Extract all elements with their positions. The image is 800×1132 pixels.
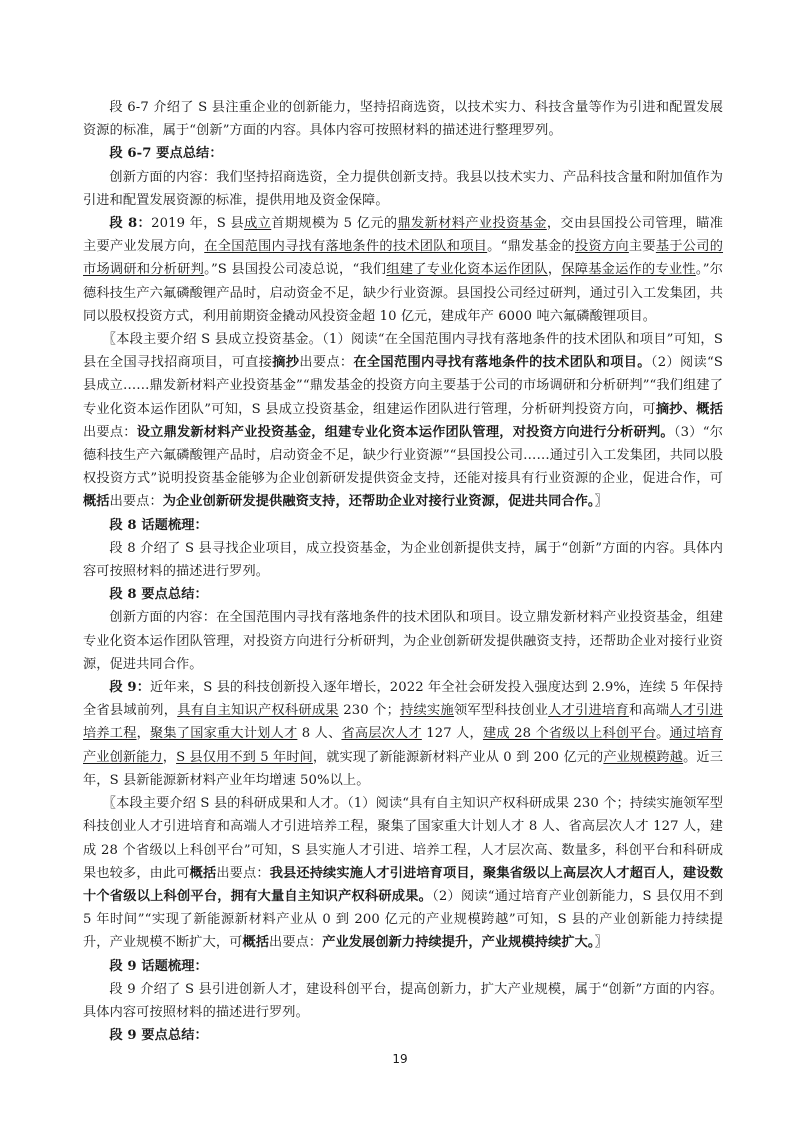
text: （3）“尔德科技生产六氟磷酸锂产品时，启动资金不足，缺少行业资源”“县国投公司……通过引入工发集团，共同以股权投资方式”说明投资基金能够为企业创新研发提供资金支持，还能对接具有行业资源的企业，促进合作，可 (83, 424, 723, 487)
method-keyword: 概括 (189, 865, 217, 881)
underlined-text: 鼎发新材料产业投资基金 (397, 216, 547, 232)
text: 。 (656, 726, 670, 742)
page-number: 19 (392, 1052, 408, 1066)
text: 〖本段主要介绍 S 县成立投资基金。（1）阅读“在全国范围内寻找有落地条件的技术团队和项目”可知，S 县在全国寻找招商项目，可直接 (83, 332, 723, 371)
underlined-text: 产业规模跨越 (603, 749, 684, 765)
text: 出要点： (269, 935, 323, 951)
key-point: 产业发展创新力持续提升，产业规模持续扩大。 (322, 935, 595, 951)
text: ，就实现了新能源新材料产业从 0 到 200 亿元的 (312, 749, 604, 765)
underlined-text: 聚集了国家重大计划人才 (150, 726, 298, 742)
text: 127 人， (421, 726, 483, 742)
text: 首期规模为 5 亿元的 (271, 216, 398, 232)
key-point: 我县还持续实施人才引进培育项目，聚集省级以上高层次人才超百人，建设数十个省级以上科创平台，拥有大量自主知识产权科研成果。 (83, 865, 723, 904)
method-keyword: 摘抄 (272, 355, 300, 371)
text: 2019 年，S 县 (151, 216, 245, 232)
text: ， (547, 262, 562, 278)
topic-heading-8: 段 8 话题梳理： (109, 517, 208, 533)
topic-paragraph-9: 段 9 介绍了 S 县引进创新人才，建设科创平台，提高创新力，扩大产业规模，属于“创新”方面的内容。具体内容可按照材料的描述进行罗列。 (83, 981, 723, 1020)
topic-paragraph-8: 段 8 介绍了 S 县寻找企业项目，成立投资基金，为企业创新提供支持，属于“创新”方面的内容。具体内容可按照材料的描述进行罗列。 (83, 540, 723, 580)
text: 出要点： (299, 355, 354, 371)
key-point: 设立鼎发新材料产业投资基金，组建专业化资本运作团队管理，对投资方向进行分析研判。 (136, 424, 674, 440)
page-content (83, 96, 723, 1047)
text: （2）阅读“S 县成立……鼎发新材料产业投资基金”“鼎发基金的投资方向主要基于公司的市场调研和分析研判”“我们组建了专业化资本运作团队”可知，S 县成立投资基金，组建运作团队进行管理，分析研判投资方向，可 (83, 355, 723, 417)
paragraph-label: 段 8： (109, 216, 152, 232)
text: 。”尔德科技生产六氟磷酸锂产品时，启动资金不足，缺少行业资源。县国投公司经过研判，通过引入工发集团，共同以股权投资方式，利用前期资金撬动风投资金超 10 亿元，建成年产 6000 吨六氟磷酸锂项目。 (83, 262, 724, 324)
analysis-paragraph-8 (83, 328, 723, 514)
topic-paragraph-6-7: 段 6-7 介绍了 S 县注重企业的创新能力，坚持招商选资，以技术实力、科技含量等作为引进和配置发展资源的标准，属于“创新”方面的内容。具体内容可按照材料的描述进行整理罗列。 (83, 100, 723, 139)
underlined-text: 通过培育产业创新能力 (83, 726, 723, 765)
underlined-text: 人才引进培养工程 (83, 703, 723, 742)
text: 。”S 县国投公司凌总说，“我们 (204, 262, 387, 278)
text: 领军型科技创业 (453, 703, 549, 719)
underlined-text: S 县仅用不到 5 年时间 (176, 749, 313, 765)
text: 出要点： (109, 494, 163, 510)
underlined-text: 在全国范围内寻找有落地条件的技术团队和项目 (204, 239, 488, 255)
key-point: 为企业创新研发提供融资支持，还帮助企业对接行业资源，促进共同合作。 (162, 494, 595, 510)
analysis-paragraph-9 (83, 792, 723, 954)
underlined-text: 持续实施 (399, 703, 454, 719)
text: ，交由县国投公司管理，瞄准主要产业发展方向， (83, 216, 723, 255)
text: 近年来，S 县的科技创新投入逐年增长，2022 年全社会研发投入强度达到 2.9%，连续 5 年保持全省县域前列， (83, 680, 723, 719)
underlined-text: 投资方向 (575, 239, 629, 255)
underlined-text: 省高层次人才 (341, 726, 422, 742)
underlined-text: 人才引进培育 (548, 703, 629, 719)
text: 出要点： (216, 865, 270, 881)
text: 8 人、 (297, 726, 342, 742)
topic-heading-9: 段 9 话题梳理： (109, 958, 208, 974)
summary-paragraph-6-7: 创新方面的内容：我们坚持招商选资，全力提供创新支持。我县以技术实力、产品科技含量和附加值作为引进和配置发展资源的标准，提供用地及资金保障。 (83, 169, 723, 208)
text: 和高端 (628, 703, 670, 719)
method-keyword: 摘抄、概括 (655, 401, 723, 417)
text: 出要点： (83, 424, 137, 440)
text: 〗 (594, 494, 608, 510)
text: ， (136, 726, 150, 742)
underlined-text: 具有自主知识产权科研成果 (177, 703, 339, 719)
text: 230 个； (338, 703, 400, 719)
paragraph-label: 段 9： (109, 680, 151, 696)
summary-heading-6-7: 段 6-7 要点总结： (109, 146, 223, 162)
summary-heading-9: 段 9 要点总结： (109, 1028, 208, 1044)
text: 。“鼎发基金的 (487, 239, 575, 255)
text: 〗 (594, 935, 608, 951)
underlined-text: 成立 (244, 216, 272, 232)
text: 〖本段主要介绍 S 县的科研成果和人才。（1）阅读“具有自主知识产权科研成果 230 个；持续实施领军型科技创业人才引进培育和高端人才引进培养工程，聚集了国家重大计划人才 8 人、省高层次人才 127 人，建成 28 个省级以上科创平台”可知，S 县实施人才引进、培养工程，人才层次高、数量多，科创平台和科研成果也较多，由此可 (83, 796, 723, 881)
summary-heading-8: 段 8 要点总结： (109, 587, 208, 603)
text: （2）阅读“通过培育产业创新能力，S 县仅用不到 5 年时间”“实现了新能源新材料产业从 0 到 200 亿元的产业规模跨越”可知，S 县的产业创新能力持续提升，产业规模不断扩大，可 (83, 888, 723, 951)
underlined-text: 建成 28 个省级以上科创平台 (482, 726, 657, 742)
text: ， (162, 749, 177, 765)
key-point: 在全国范围内寻找有落地条件的技术团队和项目。 (353, 355, 651, 371)
method-keyword: 概括 (83, 494, 110, 510)
summary-paragraph-8: 创新方面的内容：在全国范围内寻找有落地条件的技术团队和项目。设立鼎发新材料产业投资基金，组建专业化资本运作团队管理，对投资方向进行分析研判，为企业创新研发提供融资支持，还帮助企业对接行业资源，促进共同合作。 (83, 610, 723, 672)
material-paragraph-9 (83, 676, 723, 792)
text: 。近三年，S 县新能源新材料产业年均增速 50%以上。 (83, 749, 723, 788)
underlined-text: 保障基金运作的专业性 (561, 262, 696, 278)
text: 主要 (628, 239, 656, 255)
material-paragraph-8 (83, 212, 723, 328)
underlined-text: 组建了专业化资本运作团队 (386, 262, 548, 278)
underlined-text: 基于公司的市场调研和分析研判 (83, 239, 724, 278)
method-keyword: 概括 (242, 935, 270, 951)
